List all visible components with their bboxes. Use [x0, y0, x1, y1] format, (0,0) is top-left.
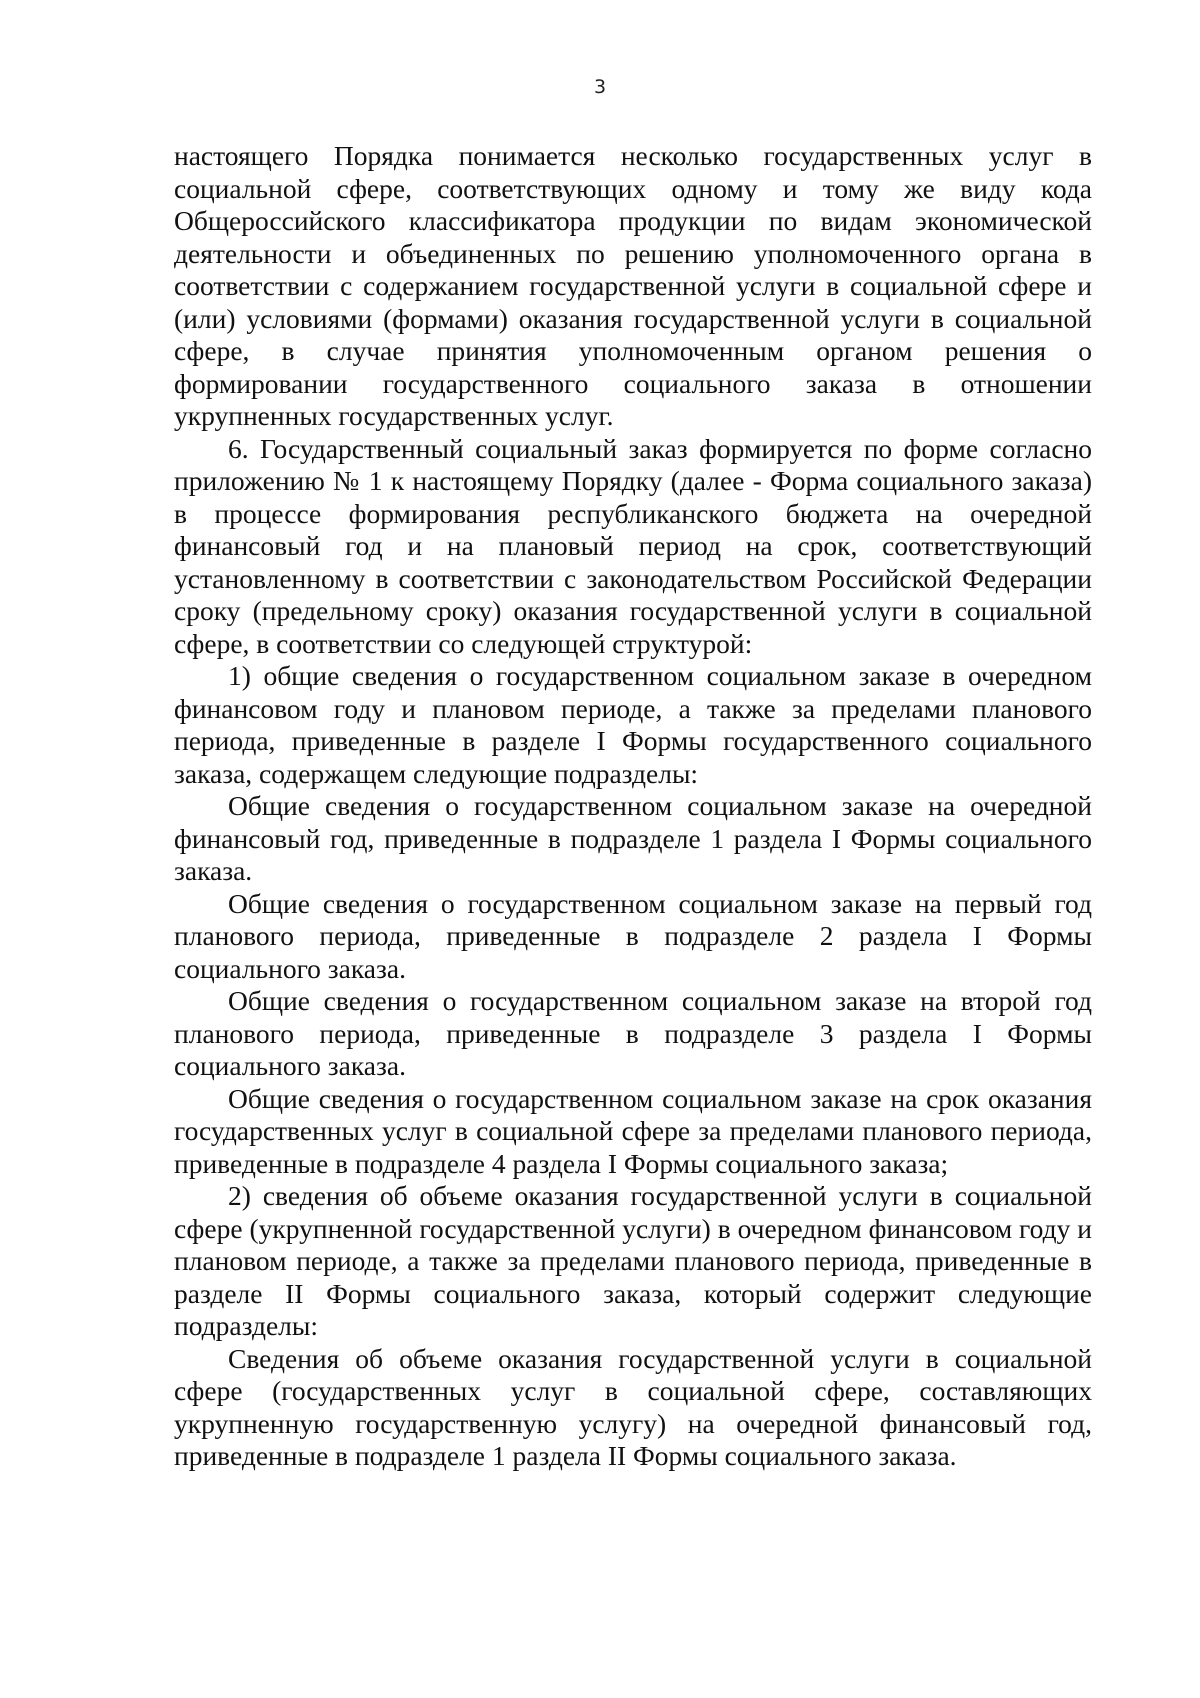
document-body [174, 140, 1092, 1473]
paragraph-subsection-1: Общие сведения о государственном социальном заказе на очередной финансовый год, приведенные в подразделе 1 раздела I Формы социального заказа. [174, 790, 1092, 886]
paragraph-subitem-2: 2) сведения об объеме оказания государственной услуги в социальной сфере (укрупненной государственной услуги) в очередном финансовом году и плановом периоде, а также за пределами планового периода, приведенные в разделе II Формы социального заказа, который содержит следующие подразделы: [174, 1180, 1092, 1341]
paragraph-subitem-1: 1) общие сведения о государственном социальном заказе в очередном финансовом году и плановом периоде, а также за пределами планового периода, приведенные в разделе I Формы государственного социального заказа, содержащем следующие подразделы: [174, 660, 1092, 789]
paragraph-section-ii-subsection-1: Сведения об объеме оказания государственной услуги в социальной сфере (государственных услуг в социальной сфере, составляющих укрупненную государственную услугу) на очередной финансовый год, приведенные в подразделе 1 раздела II Формы социального заказа. [174, 1342, 1092, 1471]
page-number: 3 [593, 76, 607, 98]
paragraph-continuation: настоящего Порядка понимается несколько государственных услуг в социальной сфере, соответствующих одному и тому же виду кода Общероссийского классификатора продукции по видам экономической деятельности и объединенных по решению уполномоченного органа в соответствии с содержанием государственной услуги в социальной сфере и (или) условиями (формами) оказания государственной услуги в социальной сфере, в случае принятия уполномоченным органом решения о формировании государственного социального заказа в отношении укрупненных государственных услуг. [174, 140, 1092, 431]
paragraph-item-6: 6. Государственный социальный заказ формируется по форме согласно приложению № 1 к настоящему Порядку (далее - Форма социального заказа) в процессе формирования республиканского бюджета на очередной финансовый год и на плановый период на срок, соответствующий установленному в соответствии с законодательством Российской Федерации сроку (предельному сроку) оказания государственной услуги в социальной сфере, в соответствии со следующей структурой: [174, 432, 1092, 659]
paragraph-subsection-4: Общие сведения о государственном социальном заказе на срок оказания государственных услуг в социальной сфере за пределами планового периода, приведенные в подразделе 4 раздела I Формы социального заказа; [174, 1082, 1092, 1179]
paragraph-subsection-3: Общие сведения о государственном социальном заказе на второй год планового периода, приведенные в подразделе 3 раздела I Формы социального заказа. [174, 985, 1092, 1081]
paragraph-subsection-2: Общие сведения о государственном социальном заказе на первый год планового периода, приведенные в подразделе 2 раздела I Формы социального заказа. [174, 887, 1092, 984]
